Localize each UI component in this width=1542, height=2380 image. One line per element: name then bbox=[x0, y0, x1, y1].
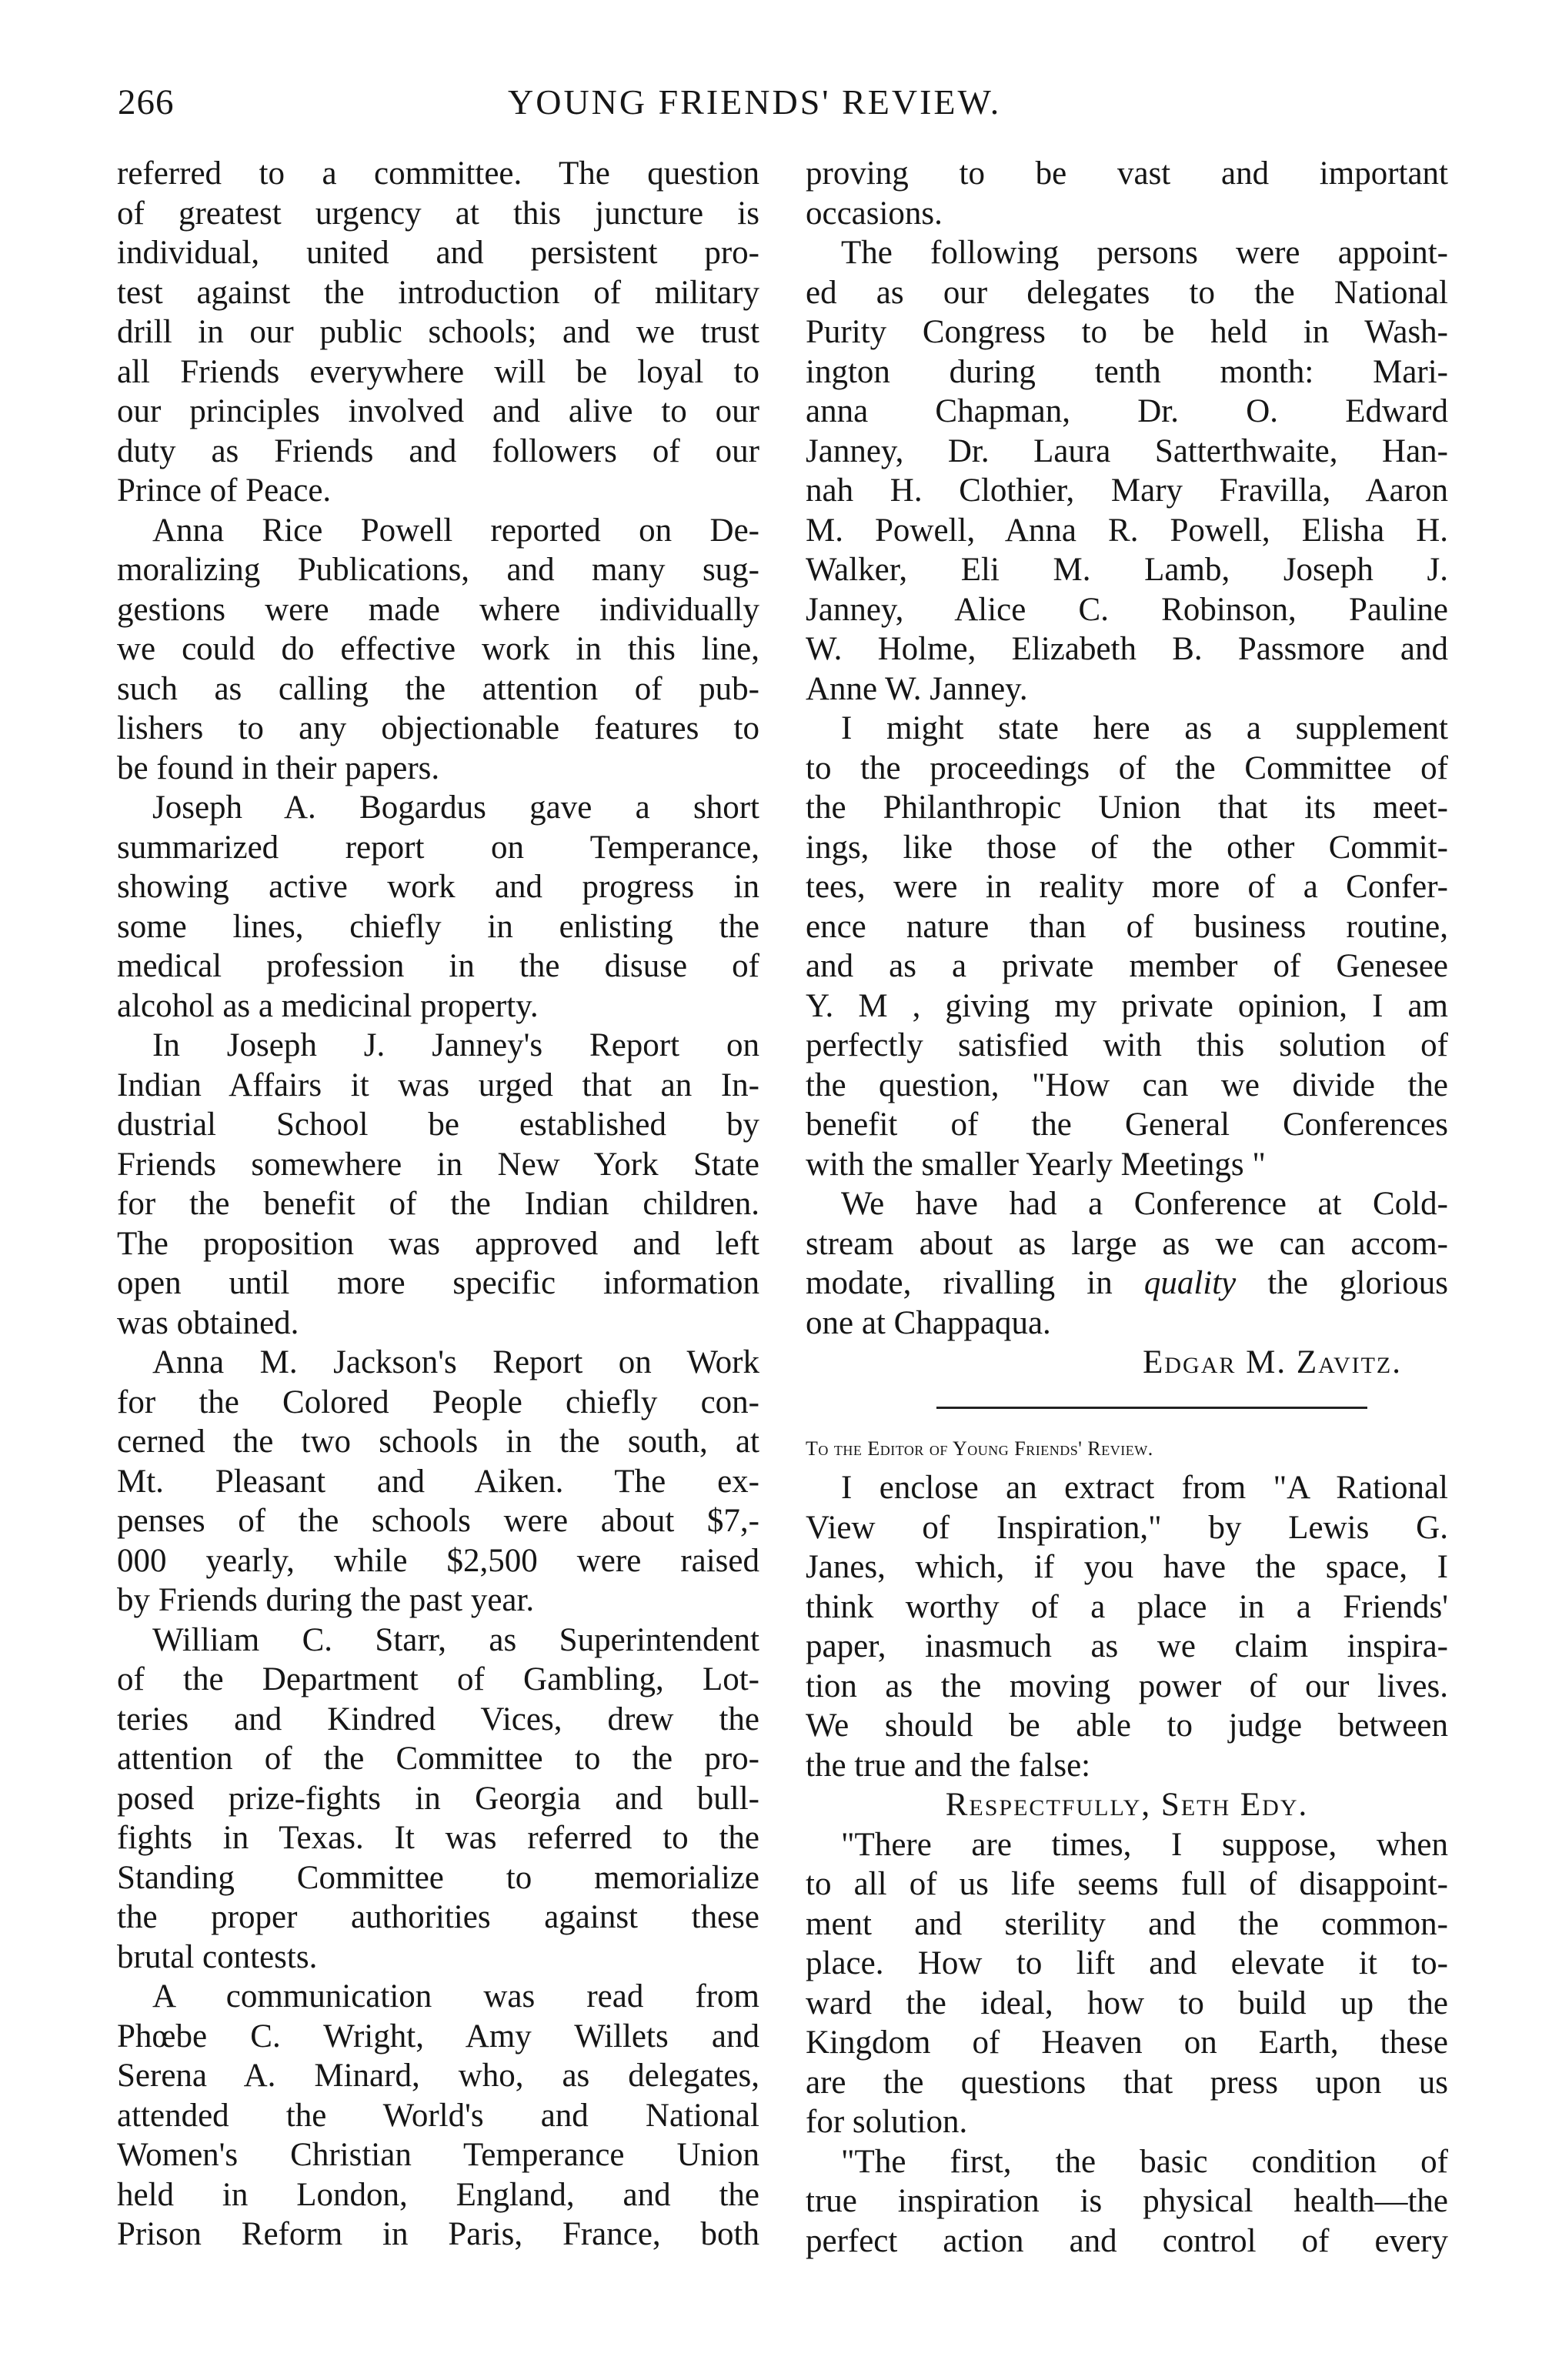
text-line: Purity Congress to be held in Wash- bbox=[806, 314, 1448, 350]
text-line: true inspiration is physical health—the bbox=[806, 2183, 1448, 2219]
text-line: Janes, which, if you have the space, I bbox=[806, 1549, 1448, 1585]
text-line: open until more specific information bbox=[117, 1265, 759, 1301]
text-line: with the smaller Yearly Meetings " bbox=[806, 1146, 1266, 1183]
page-number: 266 bbox=[118, 82, 175, 122]
text-line: some lines, chiefly in enlisting the bbox=[117, 908, 759, 945]
text-line: think worthy of a place in a Friends' bbox=[806, 1588, 1448, 1625]
text-line: Walker, Eli M. Lamb, Joseph J. bbox=[806, 552, 1448, 588]
text-line: Indian Affairs it was urged that an In- bbox=[117, 1066, 759, 1103]
text-line: moralizing Publications, and many sug- bbox=[117, 552, 759, 588]
text-line: the question, "How can we divide the bbox=[806, 1066, 1448, 1103]
text-line: We should be able to judge between bbox=[806, 1707, 1448, 1744]
text-fragment: the glorious bbox=[1236, 1265, 1448, 1301]
text-line: Y. M , giving my private opinion, I am bbox=[806, 987, 1448, 1024]
text-line: gestions were made where individually bbox=[117, 591, 759, 628]
text-line: "The first, the basic condition of bbox=[841, 2143, 1448, 2180]
text-line: and as a private member of Genesee bbox=[806, 948, 1448, 984]
text-line: referred to a committee. The question bbox=[117, 155, 759, 192]
text-line: M. Powell, Anna R. Powell, Elisha H. bbox=[806, 512, 1448, 549]
text-line: nah H. Clothier, Mary Fravilla, Aaron bbox=[806, 472, 1448, 509]
text-line: was obtained. bbox=[117, 1304, 299, 1341]
text-line: teries and Kindred Vices, drew the bbox=[117, 1701, 759, 1737]
text-line: benefit of the General Conferences bbox=[806, 1107, 1448, 1143]
right-column bbox=[806, 154, 1448, 2261]
text-line: individual, united and persistent pro- bbox=[117, 235, 759, 271]
text-line: by Friends during the past year. bbox=[117, 1582, 535, 1618]
text-line: I enclose an extract from "A Rational bbox=[841, 1470, 1448, 1506]
text-line: ence nature than of business routine, bbox=[806, 908, 1448, 945]
text-line: for the Colored People chiefly con- bbox=[117, 1384, 759, 1420]
text-line: the true and the false: bbox=[806, 1747, 1091, 1784]
text-line: the proper authorities against these bbox=[117, 1899, 759, 1935]
text-line: fights in Texas. It was referred to the bbox=[117, 1820, 759, 1856]
text-line: medical profession in the disuse of bbox=[117, 948, 759, 984]
text-line: place. How to lift and elevate it to- bbox=[806, 1945, 1448, 1981]
text-line: Janney, Alice C. Robinson, Pauline bbox=[806, 591, 1448, 628]
text-line: tion as the moving power of our lives. bbox=[806, 1667, 1448, 1704]
text-line: 000 yearly, while $2,500 were raised bbox=[117, 1542, 759, 1579]
text-line: duty as Friends and followers of our bbox=[117, 432, 759, 469]
text-line: we could do effective work in this line, bbox=[117, 631, 759, 667]
text-line: Anne W. Janney. bbox=[806, 670, 1028, 707]
text-line: Anna Rice Powell reported on De- bbox=[152, 512, 759, 549]
text-line: attended the World's and National bbox=[117, 2097, 759, 2134]
text-line: summarized report on Temperance, bbox=[117, 829, 759, 866]
text-line: Joseph A. Bogardus gave a short bbox=[152, 789, 759, 826]
text-line: I might state here as a supplement bbox=[841, 710, 1448, 746]
text-line: ward the ideal, how to build up the bbox=[806, 1984, 1448, 2021]
text-line: paper, inasmuch as we claim inspira- bbox=[806, 1628, 1448, 1664]
text-fragment: modate, rivalling in bbox=[806, 1265, 1144, 1301]
editor-note: To the Editor of Young Friends' Review. bbox=[806, 1437, 1153, 1460]
text-line: alcohol as a medicinal property. bbox=[117, 987, 539, 1024]
text-line: lishers to any objectionable features to bbox=[117, 710, 759, 746]
text-line: "There are times, I suppose, when bbox=[841, 1826, 1448, 1863]
text-line-quality bbox=[806, 1263, 1448, 1303]
text-line: held in London, England, and the bbox=[117, 2176, 759, 2213]
text-line: drill in our public schools; and we trust bbox=[117, 314, 759, 350]
text-line: Mt. Pleasant and Aiken. The ex- bbox=[117, 1463, 759, 1500]
text-line: William C. Starr, as Superintendent bbox=[152, 1621, 759, 1658]
text-line: to all of us life seems full of disappoint- bbox=[806, 1866, 1448, 1902]
right-column-part-b bbox=[806, 1303, 1448, 1383]
text-line: ed as our delegates to the National bbox=[806, 274, 1448, 311]
text-line: Kingdom of Heaven on Earth, these bbox=[806, 2025, 1448, 2061]
text-line: Prison Reform in Paris, France, both bbox=[117, 2216, 759, 2252]
text-line: The proposition was approved and left bbox=[117, 1225, 759, 1262]
text-line: Edgar M. Zavitz. bbox=[1143, 1344, 1402, 1380]
text-line: attention of the Committee to the pro- bbox=[117, 1741, 759, 1777]
left-column bbox=[117, 154, 759, 2255]
text-line: are the questions that press upon us bbox=[806, 2064, 1448, 2101]
text-line: our principles involved and alive to our bbox=[117, 393, 759, 429]
text-line: cerned the two schools in the south, at bbox=[117, 1424, 759, 1460]
text-line: Women's Christian Temperance Union bbox=[117, 2137, 759, 2173]
text-line: of greatest urgency at this juncture is bbox=[117, 195, 759, 232]
section-divider bbox=[806, 1383, 1448, 1429]
text-line: Phœbe C. Wright, Amy Willets and bbox=[117, 2018, 759, 2055]
text-line: Respectfully, Seth Edy. bbox=[945, 1787, 1309, 1823]
text-line: one at Chappaqua. bbox=[806, 1304, 1051, 1341]
text-line: brutal contests. bbox=[117, 1938, 318, 1975]
text-line: Janney, Dr. Laura Satterthwaite, Han- bbox=[806, 432, 1448, 469]
text-line: all Friends everywhere will be loyal to bbox=[117, 353, 759, 390]
text-line: such as calling the attention of pub- bbox=[117, 670, 759, 707]
text-line: perfectly satisfied with this solution of bbox=[806, 1027, 1448, 1063]
text-line: Friends somewhere in New York State bbox=[117, 1146, 759, 1183]
text-line: ington during tenth month: Mari- bbox=[806, 353, 1448, 390]
text-line: The following persons were appoint- bbox=[841, 235, 1448, 271]
text-line: View of Inspiration," by Lewis G. bbox=[806, 1509, 1448, 1546]
text-line: be found in their papers. bbox=[117, 749, 440, 786]
text-line: In Joseph J. Janney's Report on bbox=[152, 1027, 759, 1063]
right-column-part-c bbox=[806, 1468, 1448, 2261]
text-line: perfect action and control of every bbox=[806, 2222, 1448, 2259]
right-column-part-a bbox=[806, 154, 1448, 1263]
text-line: posed prize-fights in Georgia and bull- bbox=[117, 1780, 759, 1817]
text-line: ment and sterility and the common- bbox=[806, 1905, 1448, 1942]
text-line: occasions. bbox=[806, 195, 943, 232]
text-line: the Philanthropic Union that its meet- bbox=[806, 789, 1448, 826]
italic-word: quality bbox=[1143, 1265, 1237, 1301]
text-line: anna Chapman, Dr. O. Edward bbox=[806, 393, 1448, 429]
text-line: Standing Committee to memorialize bbox=[117, 1859, 759, 1896]
text-line: ings, like those of the other Commit- bbox=[806, 829, 1448, 866]
text-line: Anna M. Jackson's Report on Work bbox=[152, 1344, 759, 1380]
text-line: for solution. bbox=[806, 2104, 968, 2140]
text-line: penses of the schools were about $7,- bbox=[117, 1503, 759, 1539]
text-line: dustrial School be established by bbox=[117, 1107, 759, 1143]
text-line: stream about as large as we can accom- bbox=[806, 1225, 1448, 1262]
text-line: tees, were in reality more of a Confer- bbox=[806, 869, 1448, 905]
text-line: of the Department of Gambling, Lot- bbox=[117, 1661, 759, 1697]
text-line: for the benefit of the Indian children. bbox=[117, 1186, 759, 1222]
text-line: to the proceedings of the Committee of bbox=[806, 749, 1448, 786]
running-head: YOUNG FRIENDS' REVIEW. bbox=[508, 82, 1002, 122]
text-line: We have had a Conference at Cold- bbox=[841, 1186, 1448, 1222]
text-line: showing active work and progress in bbox=[117, 869, 759, 905]
text-line: A communication was read from bbox=[152, 1978, 759, 2014]
text-line: Prince of Peace. bbox=[117, 472, 332, 509]
text-line: W. Holme, Elizabeth B. Passmore and bbox=[806, 631, 1448, 667]
text-line: Serena A. Minard, who, as delegates, bbox=[117, 2058, 759, 2094]
text-line: proving to be vast and important bbox=[806, 155, 1448, 192]
text-line: test against the introduction of military bbox=[117, 274, 759, 311]
